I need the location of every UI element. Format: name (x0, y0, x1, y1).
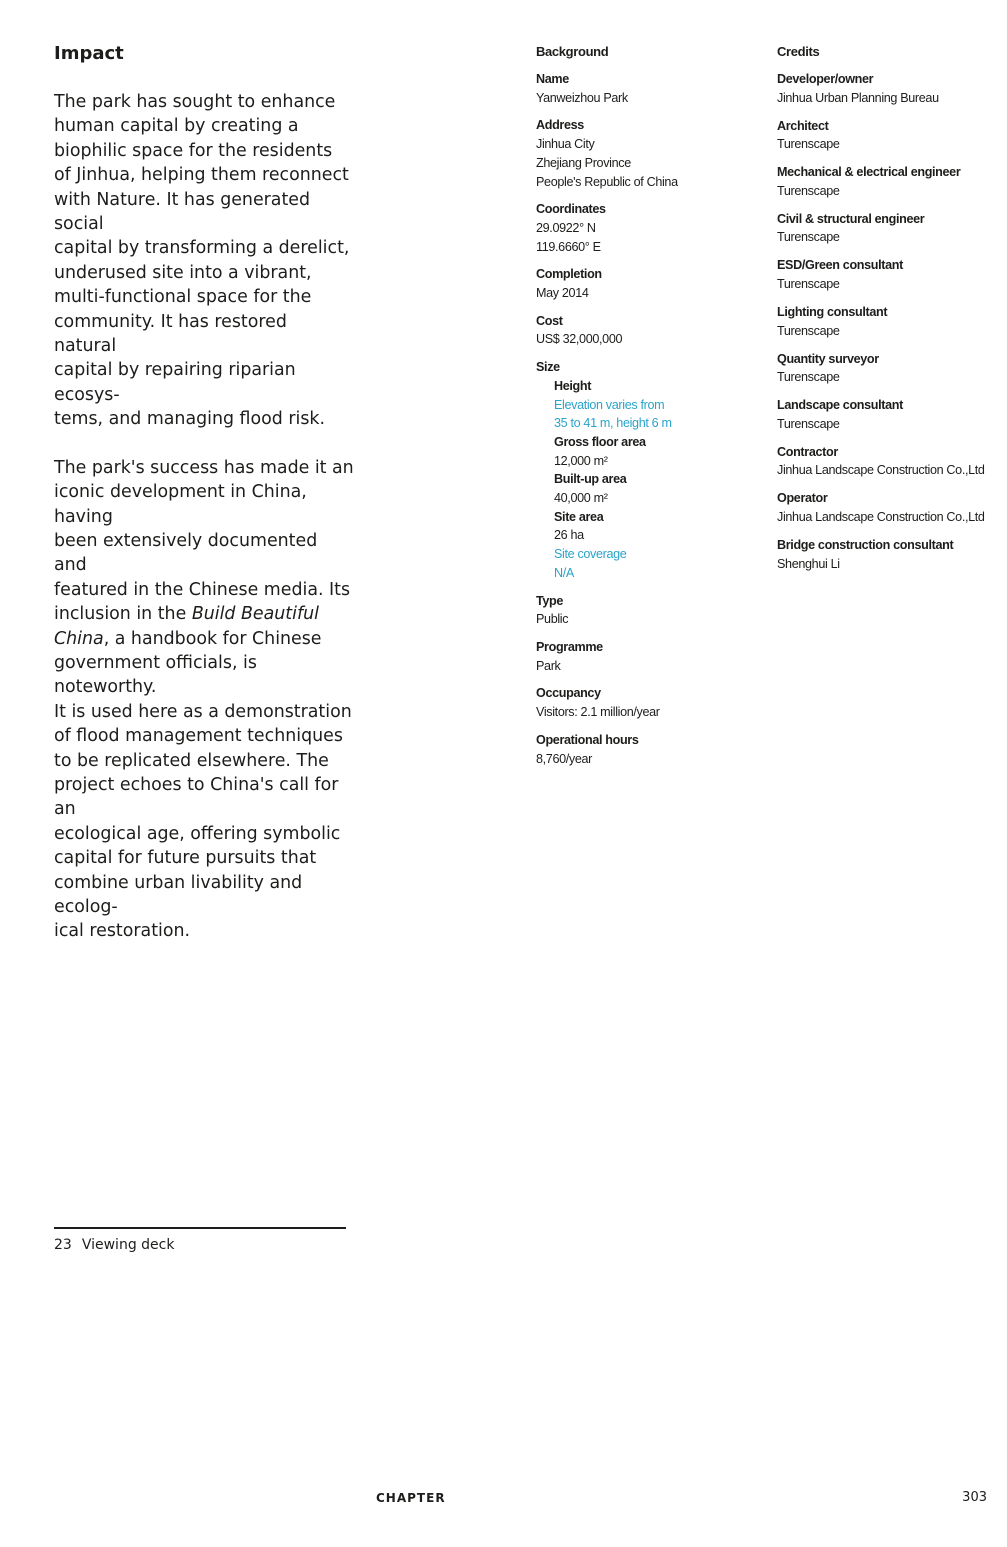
figure-caption (54, 1235, 174, 1255)
site-area-value: 26 ha (554, 528, 584, 543)
footer-chapter: CHAPTER (376, 1491, 446, 1505)
field-name: Name Yanweizhou Park (536, 72, 628, 105)
size-height-value-2: 35 to 41 m, height 6 m (554, 416, 672, 431)
credits-section (777, 42, 999, 583)
gross-floor-area-label: Gross floor area (554, 434, 646, 449)
gross-floor-area-value: 12,000 m² (554, 453, 608, 468)
book-title: Build Beautiful China (54, 604, 319, 649)
field-type: Type Public (536, 593, 569, 627)
site-coverage-value: N/A (554, 565, 574, 580)
impact-section (54, 40, 354, 968)
site-area-label: Site area (554, 509, 604, 524)
field-operational-hours: Operational hours 8,760/year (536, 732, 639, 766)
credit-item: Quantity surveyor Turenscape (777, 351, 879, 385)
background-heading: Background (536, 44, 609, 59)
size-height-value-1: Elevation varies from (554, 397, 665, 412)
field-address: Address Jinhua City Zhejiang Province People's Republic of China (536, 118, 678, 189)
page-number: 303 (962, 1490, 987, 1505)
credit-item: Lighting consultant Turenscape (777, 304, 888, 338)
built-up-area-value: 40,000 m² (554, 491, 608, 506)
caption-text: Viewing deck (81, 1237, 175, 1253)
credit-item: Bridge construction consultant Shenghui Li (777, 537, 954, 571)
caption-rule (54, 1227, 346, 1229)
impact-paragraph-1: The park has sought to enhance human capital by creating a biophilic space for the residents of Jinhua, helping them reconnect with Nature. It has generated social capital by transforming a derelict, underused site into a vibrant, multi-functional space for the community. It has restored natural capital by repairing riparian ecosys- tems, and managing flood risk. (54, 92, 350, 430)
field-completion: Completion May 2014 (536, 267, 602, 301)
background-section (536, 42, 756, 777)
built-up-area-label: Built-up area (554, 472, 627, 487)
size-height-label: Height (554, 378, 592, 393)
credit-item: Developer/owner Jinhua Urban Planning Bureau (777, 72, 939, 105)
field-cost: Cost US$ 32,000,000 (536, 313, 623, 347)
site-coverage-label: Site coverage (554, 547, 627, 562)
impact-paragraph-2: The park's success has made it an iconic development in China, having been extensively documented and featured in the Chinese media. Its inclusion in the Build Beautiful China, a handbook for Chinese government officials, is noteworthy. It is used here as a demonstration of flood management techniques to be replicated elsewhere. The project echoes to China's call for an ecological age, offering symbolic capital for future pursuits that combine urban livability and ecolog- ical restoration. (54, 457, 354, 942)
impact-heading: Impact (54, 43, 124, 64)
field-occupancy: Occupancy Visitors: 2.1 million/year (536, 686, 660, 720)
credit-item: Mechanical & electrical engineer Turenscape (777, 165, 961, 198)
credits-heading: Credits (777, 44, 820, 59)
credit-item: Operator Jinhua Landscape Construction Co.,Ltd (777, 491, 985, 525)
credit-item: Contractor Jinhua Landscape Construction Co.,Ltd (777, 444, 985, 478)
field-coordinates: Coordinates 29.0922° N 119.6660° E (536, 202, 606, 254)
credit-item: ESD/Green consultant Turenscape (777, 258, 903, 292)
credit-item: Civil & structural engineer Turenscape (777, 211, 925, 245)
caption-number: 23 (54, 1237, 72, 1253)
credit-item: Landscape consultant Turenscape (777, 398, 903, 431)
credit-item: Architect Turenscape (777, 118, 840, 152)
field-programme: Programme Park (536, 639, 603, 673)
field-size: Size Height Elevation varies from 35 to 41 m, height 6 m Gross floor area 12,000 m² Built-up area 40,000 m² Site area 26 ha Site coverage N/A (536, 358, 756, 582)
